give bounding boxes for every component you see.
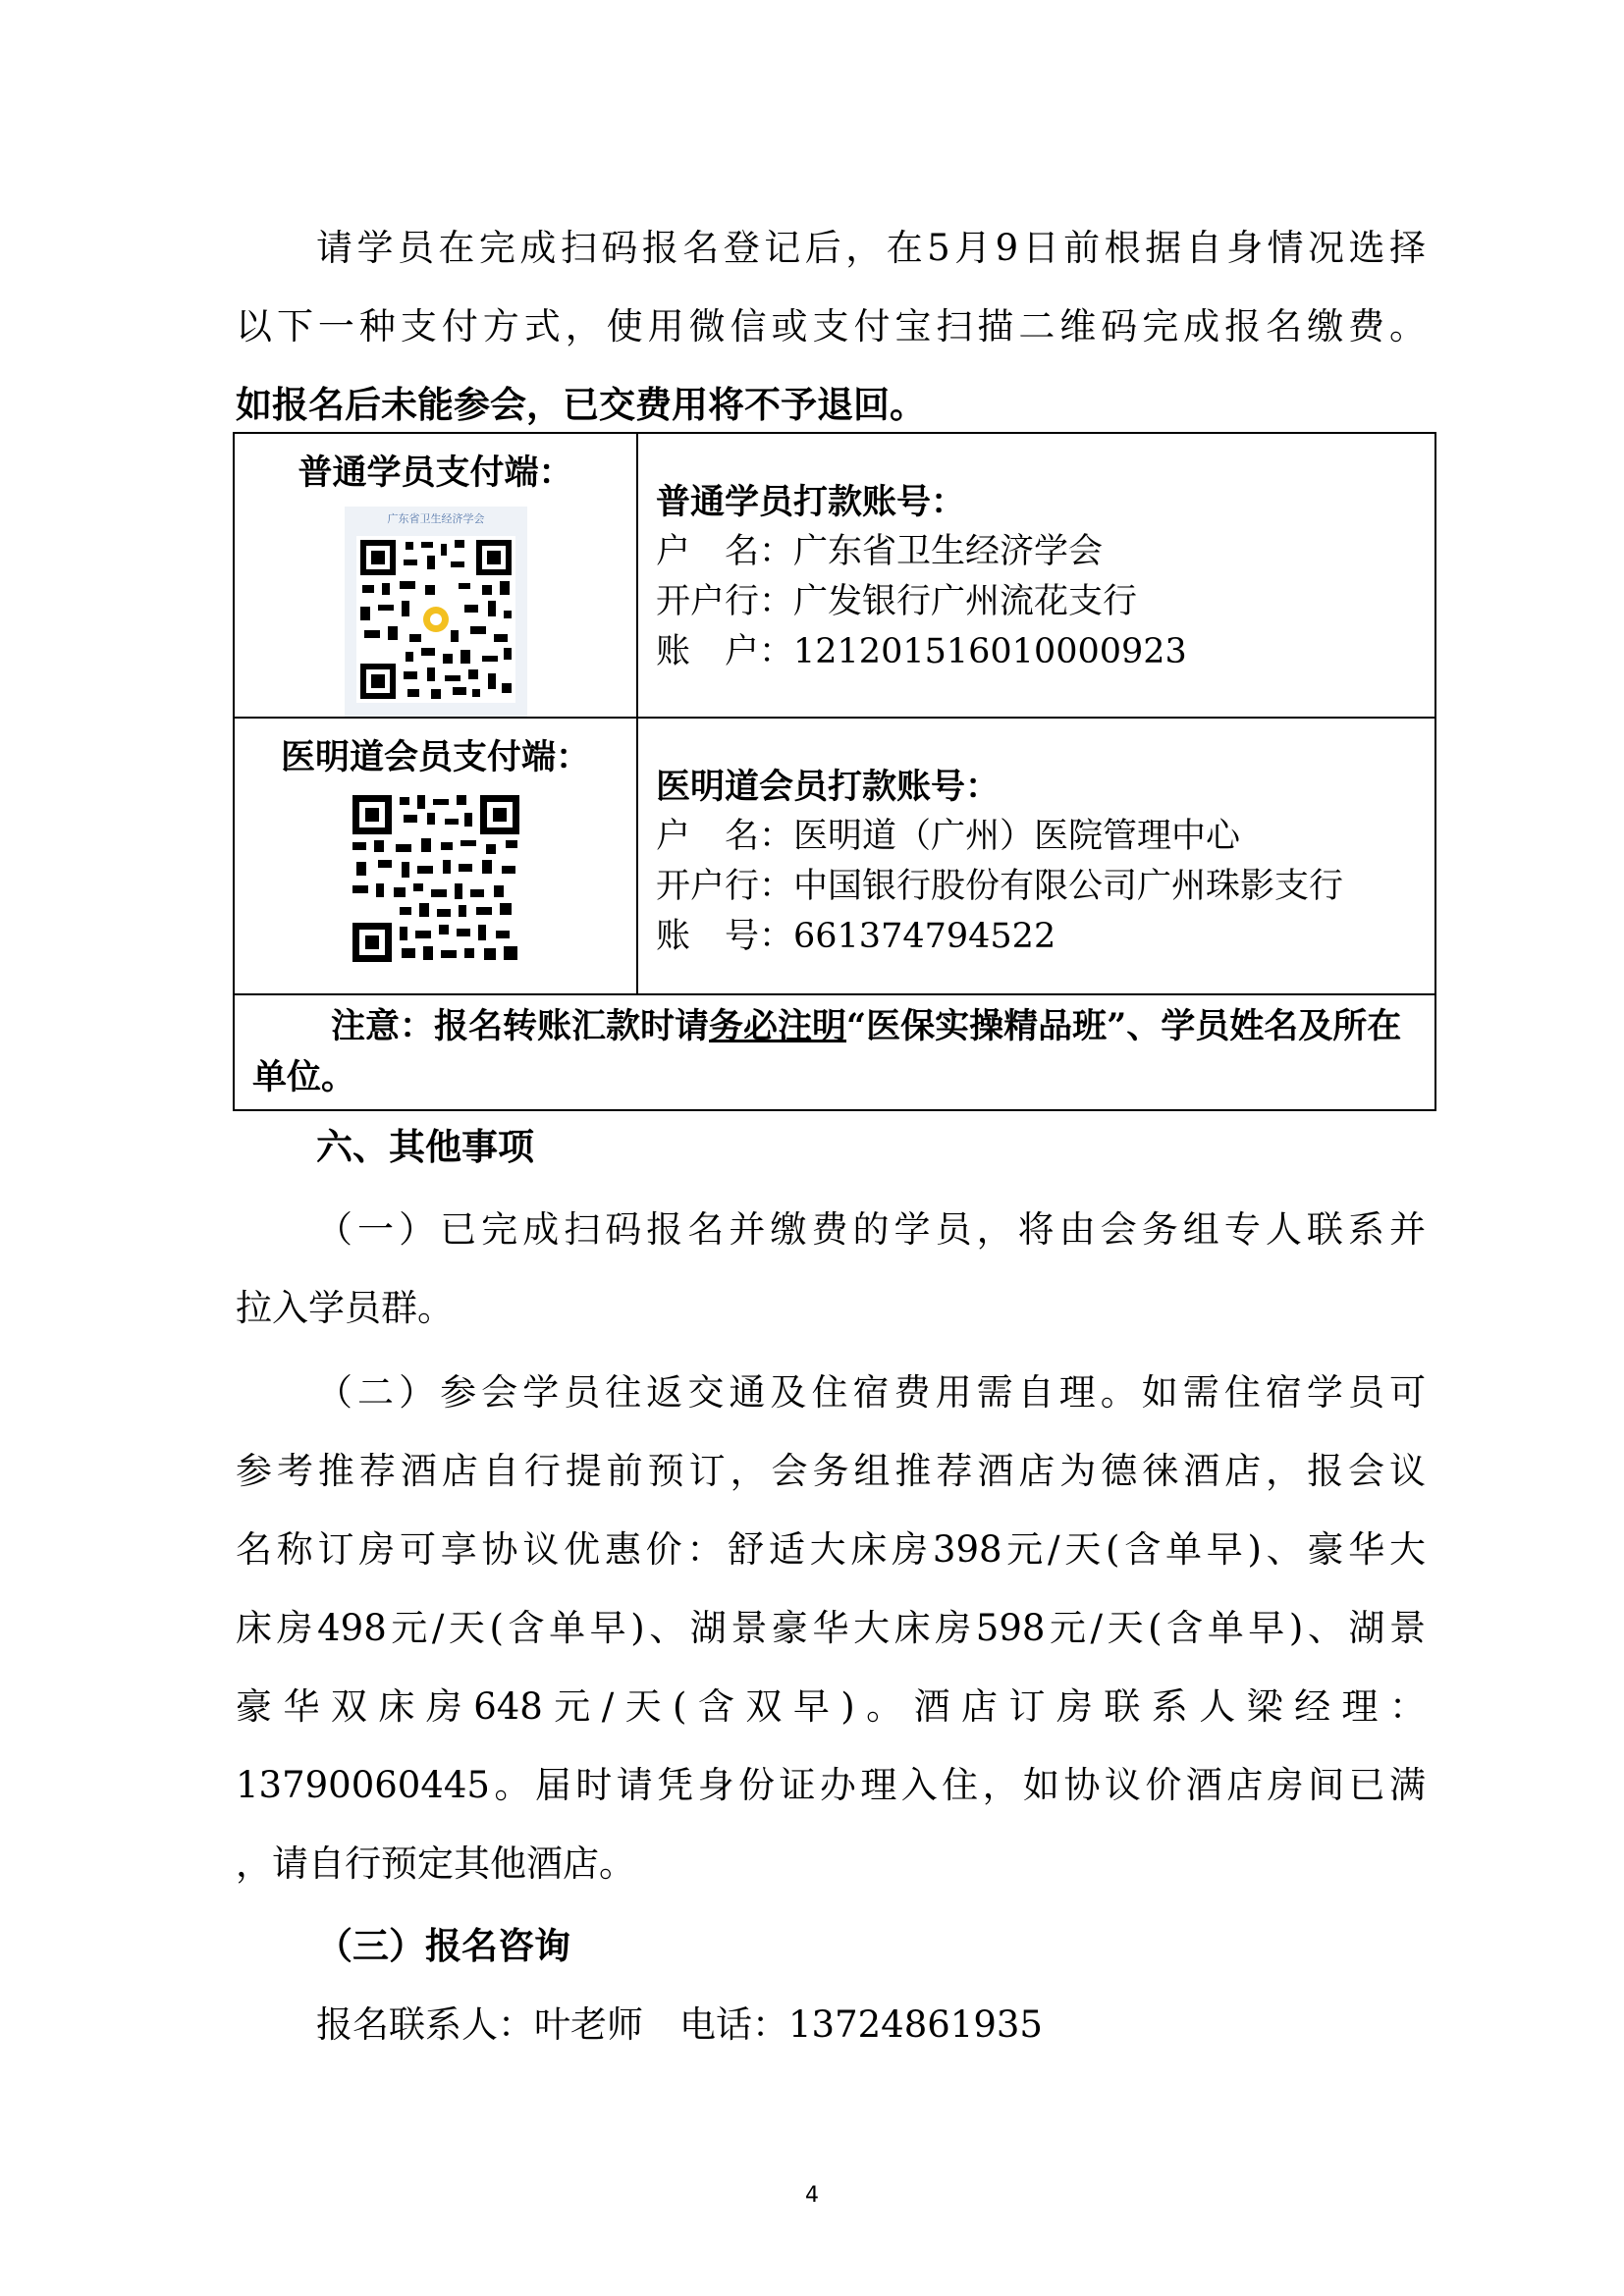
member-terminal-cell bbox=[234, 718, 637, 994]
regular-terminal-cell bbox=[234, 433, 637, 718]
regular-account-number: 账 户：121201516010000923 bbox=[656, 632, 1187, 671]
regular-account-bank: 开户行：广发银行广州流花支行 bbox=[656, 582, 1138, 621]
note-suffix: “医保实操精品班”、学员姓名及所在单位。 bbox=[252, 1006, 1402, 1097]
note-underlined: 务必注明 bbox=[709, 1006, 847, 1046]
regular-terminal-label: 普通学员支付端： bbox=[298, 453, 573, 493]
payment-note-cell bbox=[234, 994, 1435, 1110]
item2-line-2: 参考推荐酒店自行提前预订，会务组推荐酒店为德徕酒店，报会议 bbox=[236, 1450, 1426, 1492]
item2-line-6: 13790060445。届时请凭身份证办理入住，如协议价酒店房间已满 bbox=[236, 1764, 1426, 1806]
item2-line-4: 床房498元/天(含单早)、湖景豪华大床房598元/天(含单早)、湖景 bbox=[236, 1607, 1426, 1649]
regular-account-cell bbox=[637, 433, 1435, 718]
item1-line-2: 拉入学员群。 bbox=[236, 1287, 454, 1329]
regular-account-info bbox=[638, 477, 1435, 677]
member-account-bank: 开户行：中国银行股份有限公司广州珠影支行 bbox=[656, 867, 1344, 906]
registration-inquiry-heading: （三）报名咨询 bbox=[316, 1924, 570, 1967]
intro-line-2: 以下一种支付方式，使用微信或支付宝扫描二维码完成报名缴费。 bbox=[236, 305, 1426, 347]
regular-account-title: 普通学员打款账号： bbox=[656, 482, 966, 522]
refund-warning: 如报名后未能参会，已交费用将不予退回。 bbox=[236, 383, 926, 426]
item2-line-3: 名称订房可享协议优惠价：舒适大床房398元/天(含单早)、豪华大 bbox=[236, 1528, 1426, 1571]
qr-caption: 广东省卫生经济学会 bbox=[387, 512, 484, 525]
section-six-heading: 六、其他事项 bbox=[316, 1125, 534, 1168]
note-prefix: 注意：报名转账汇款时请 bbox=[331, 1006, 710, 1046]
member-terminal-label: 医明道会员支付端： bbox=[280, 737, 590, 777]
payment-table bbox=[233, 432, 1436, 1111]
page-number: 4 bbox=[805, 2183, 819, 2208]
item2-line-1: （二）参会学员往返交通及住宿费用需自理。如需住宿学员可 bbox=[316, 1371, 1426, 1414]
member-account-title: 医明道会员打款账号： bbox=[656, 767, 1001, 807]
member-qr-code bbox=[349, 791, 523, 966]
member-account-info bbox=[638, 762, 1435, 962]
member-account-number: 账 号：661374794522 bbox=[656, 917, 1056, 956]
item1-line-1: （一）已完成扫码报名并缴费的学员，将由会务组专人联系并 bbox=[316, 1208, 1426, 1251]
item2-line-5: 豪华双床房648元/天(含双早)。酒店订房联系人梁经理： bbox=[236, 1685, 1426, 1728]
item2-line-7: ，请自行预定其他酒店。 bbox=[236, 1842, 635, 1885]
intro-line-1: 请学员在完成扫码报名登记后，在5月9日前根据自身情况选择 bbox=[316, 227, 1426, 269]
payment-note bbox=[235, 995, 1435, 1109]
member-account-name: 户 名：医明道（广州）医院管理中心 bbox=[656, 817, 1241, 856]
member-account-cell bbox=[637, 718, 1435, 994]
regular-qr-code bbox=[345, 507, 527, 717]
registration-contact: 报名联系人：叶老师 电话：13724861935 bbox=[316, 2003, 1043, 2046]
regular-account-name: 户 名：广东省卫生经济学会 bbox=[656, 532, 1104, 571]
